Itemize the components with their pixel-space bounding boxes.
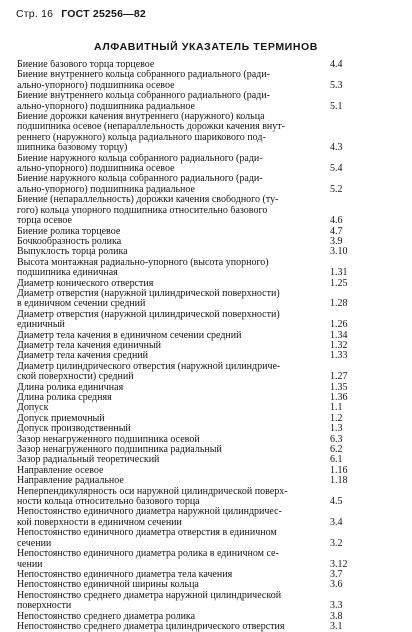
index-clause-number: 1.1 xyxy=(330,402,343,414)
index-term-line: ности кольца относительно базового торца xyxy=(17,497,200,508)
index-clause-number: 5.1 xyxy=(330,100,343,112)
index-term-line: Длина ролика единичная xyxy=(17,382,124,393)
index-clause-number: 5.3 xyxy=(330,79,343,91)
index-term xyxy=(17,414,317,424)
index-clause-number: 1.18 xyxy=(330,475,348,487)
index-term xyxy=(17,487,317,508)
index-clause-number: 3.2 xyxy=(330,537,343,549)
index-term xyxy=(17,580,317,590)
index-entry xyxy=(17,528,397,549)
index-term xyxy=(17,70,317,91)
index-clause-number: 4.6 xyxy=(330,215,343,227)
index-clause-number: 1.2 xyxy=(330,412,343,424)
index-clause-number: 1.33 xyxy=(330,350,348,362)
index-term-line: кой поверхности в единичном сечении xyxy=(17,517,182,528)
index-term xyxy=(17,393,317,403)
index-clause-number: 6.3 xyxy=(330,433,343,445)
index-term-line: Диаметр конического отверстия xyxy=(17,278,154,289)
index-term-line: Диаметр тела качения в единичном сечении средний xyxy=(17,330,242,341)
index-term xyxy=(17,549,317,570)
index-term xyxy=(17,383,317,393)
index-entry xyxy=(17,549,397,570)
index-term-line: ально-упорного) подшипника осевое xyxy=(17,80,175,91)
index-term-line: Зазор ненагруженного подшипника радиальный xyxy=(17,445,222,456)
index-term-line: Зазор радиальный теоретический xyxy=(17,455,160,466)
index-clause-number: 1.26 xyxy=(330,319,348,331)
index-entry xyxy=(17,70,397,91)
index-term-line: сечении xyxy=(17,538,52,549)
index-entry xyxy=(17,351,397,361)
index-term-line: реннего (наружного) кольца радиального шарикового под- xyxy=(17,132,266,143)
index-clause-number: 1.35 xyxy=(330,381,348,393)
index-term xyxy=(17,476,317,486)
index-clause-number: 4.3 xyxy=(330,142,343,154)
index-clause-number: 3.6 xyxy=(330,579,343,591)
index-entry xyxy=(17,154,397,175)
index-term-line: Допуск приемочный xyxy=(17,413,105,424)
index-term-line: Допуск xyxy=(17,403,49,414)
index-entry xyxy=(17,476,397,486)
index-clause-number: 1.16 xyxy=(330,464,348,476)
index-clause-number: 4.5 xyxy=(330,496,343,508)
index-term-line: ской поверхности) средний xyxy=(17,372,134,383)
index-clause-number: 1.28 xyxy=(330,298,348,310)
page-title: АЛФАВИТНЫЙ УКАЗАТЕЛЬ ТЕРМИНОВ xyxy=(94,41,318,53)
index-clause-number: 1.3 xyxy=(330,423,343,435)
index-term-line: Непостоянство единичного диаметра тела качения xyxy=(17,569,233,580)
index-clause-number: 3.4 xyxy=(330,516,343,528)
index-term-line: шипника базовому торцу) xyxy=(17,143,128,154)
index-term xyxy=(17,60,317,70)
index-clause-number: 1.25 xyxy=(330,277,348,289)
index-term-line: ально-упорного) подшипника радиальное xyxy=(17,101,195,112)
page-header xyxy=(16,8,146,20)
index-entry xyxy=(17,580,397,590)
index-entry xyxy=(17,247,397,257)
index-entry xyxy=(17,279,397,289)
index-term xyxy=(17,528,317,549)
index-term-line: поверхности xyxy=(17,601,72,612)
index-entry xyxy=(17,622,397,632)
index-term xyxy=(17,258,317,279)
index-clause-number: 4.4 xyxy=(330,59,343,70)
index-term xyxy=(17,310,317,331)
index-term-line: Высота монтажная радиально-упорного (высота упорного) xyxy=(17,257,269,268)
index-term-line: Биение (непараллельность) дорожки качения свободного (ту- xyxy=(17,195,279,206)
index-term xyxy=(17,154,317,175)
index-entry xyxy=(17,91,397,112)
index-term xyxy=(17,247,317,257)
index-term-line: Выпуклость торца ролика xyxy=(17,247,128,258)
index-clause-number: 3.10 xyxy=(330,246,348,258)
index-term-line: Диаметр цилиндрического отверстия (наружной цилиндриче- xyxy=(17,361,281,372)
index-entry xyxy=(17,591,397,612)
index-term-line: Направление радиальное xyxy=(17,476,124,487)
index-clause-number: 3.7 xyxy=(330,568,343,580)
index-term-line: гого) кольца упорного подшипника относительно базового xyxy=(17,205,268,216)
index-term-line: Биение внутреннего кольца собранного радиального (ради- xyxy=(17,70,270,81)
index-term-line: Непостоянство среднего диаметра наружной цилиндрической xyxy=(17,590,282,601)
index-clause-number: 5.4 xyxy=(330,163,343,175)
index-term xyxy=(17,289,317,310)
index-term-line: Диаметр отверстия (наружной цилиндрической поверхности) xyxy=(17,288,280,299)
index-clause-number: 1.34 xyxy=(330,329,348,341)
index-term xyxy=(17,362,317,383)
index-term-line: ально-упорного) подшипника радиальное xyxy=(17,184,195,195)
index-clause-number: 5.2 xyxy=(330,183,343,195)
index-term-line: Диаметр тела качения единичный xyxy=(17,340,162,351)
index-term-line: Бочкообразность ролика xyxy=(17,236,122,247)
index-term xyxy=(17,341,317,351)
index-term-line: Непостоянство единичного диаметра отверстия в единичном xyxy=(17,528,277,539)
index-term-line: Непостоянство единичного диаметра ролика в единичном се- xyxy=(17,549,279,560)
index-clause-number: 3.9 xyxy=(330,235,343,247)
index-entry xyxy=(17,487,397,508)
index-term xyxy=(17,507,317,528)
index-term-line: Неперпендикулярность оси наружной цилиндрической поверх- xyxy=(17,486,288,497)
index-term-line: ально-упорного) подшипника осевое xyxy=(17,164,175,175)
index-term xyxy=(17,351,317,361)
index-clause-number: 3.8 xyxy=(330,610,343,622)
index-clause-number: 3.1 xyxy=(330,620,343,632)
index-term-line: Биение наружного кольца собранного радиального (ради- xyxy=(17,153,263,164)
index-entry xyxy=(17,112,397,154)
index-term-line: подшипника единичная xyxy=(17,268,118,279)
index-term-line: единичный xyxy=(17,320,65,331)
index-term-line: чении xyxy=(17,559,43,570)
index-term xyxy=(17,455,317,465)
index-term xyxy=(17,570,317,580)
index-term-line: Направление осевое xyxy=(17,465,104,476)
index-clause-number: 6.1 xyxy=(330,454,343,466)
index-term xyxy=(17,622,317,632)
index-clause-number: 4.7 xyxy=(330,225,343,237)
page-number: Стр. 16 xyxy=(16,8,54,20)
index-term-line: Биение ролика торцевое xyxy=(17,226,121,237)
index-term xyxy=(17,279,317,289)
index-term xyxy=(17,435,317,445)
index-term-line: Диаметр тела качения средний xyxy=(17,351,149,362)
index-entry xyxy=(17,507,397,528)
index-term-line: подшипника осевое (непараллельность дорожки качения внут- xyxy=(17,122,285,133)
index-term xyxy=(17,174,317,195)
index-entry xyxy=(17,258,397,279)
index-term xyxy=(17,403,317,413)
index-term xyxy=(17,445,317,455)
index-entry xyxy=(17,310,397,331)
index-clause-number: 3.12 xyxy=(330,558,348,570)
index-term xyxy=(17,112,317,154)
index-term-line: Непостоянство среднего диаметра цилиндрического отверстия xyxy=(17,621,285,632)
index-term-line: Биение наружного кольца собранного радиального (ради- xyxy=(17,174,263,185)
index-clause-number: 1.36 xyxy=(330,392,348,403)
index-term-line: Биение дорожки качения внутреннего (наружного) кольца xyxy=(17,112,265,123)
term-index-list xyxy=(17,60,397,632)
index-term xyxy=(17,227,317,237)
index-term xyxy=(17,424,317,434)
index-entry xyxy=(17,195,397,226)
index-term xyxy=(17,237,317,247)
index-clause-number: 1.27 xyxy=(330,371,348,383)
index-term-line: в единичном сечении средний xyxy=(17,299,146,310)
standard-designation: ГОСТ 25256—82 xyxy=(61,8,146,20)
index-entry xyxy=(17,362,397,383)
index-term-line: Биение внутреннего кольца собранного радиального (ради- xyxy=(17,91,270,102)
index-term-line: Длина ролика средняя xyxy=(17,393,112,403)
index-term-line: Допуск производственный xyxy=(17,424,131,435)
index-term xyxy=(17,466,317,476)
index-term xyxy=(17,591,317,612)
index-term xyxy=(17,331,317,341)
index-clause-number: 3.3 xyxy=(330,600,343,612)
index-term-line: Зазор ненагруженного подшипника осевой xyxy=(17,434,200,445)
index-term-line: торца осевое xyxy=(17,216,72,227)
index-term-line: Непостоянство единичной ширины кольца xyxy=(17,580,199,591)
index-entry xyxy=(17,60,397,70)
index-clause-number: 1.32 xyxy=(330,339,348,351)
index-term-line: Биение базового торца торцевое xyxy=(17,60,155,70)
index-term xyxy=(17,612,317,622)
index-term-line: Непостоянство среднего диаметра ролика xyxy=(17,611,196,622)
index-clause-number: 6.2 xyxy=(330,444,343,456)
index-term-line: Диаметр отверстия (наружной цилиндрической поверхности) xyxy=(17,309,280,320)
index-entry xyxy=(17,289,397,310)
index-term xyxy=(17,91,317,112)
index-entry xyxy=(17,174,397,195)
index-term xyxy=(17,195,317,226)
index-term-line: Непостоянство единичного диаметра наружной цилиндричес- xyxy=(17,507,282,518)
index-clause-number: 1.31 xyxy=(330,267,348,279)
